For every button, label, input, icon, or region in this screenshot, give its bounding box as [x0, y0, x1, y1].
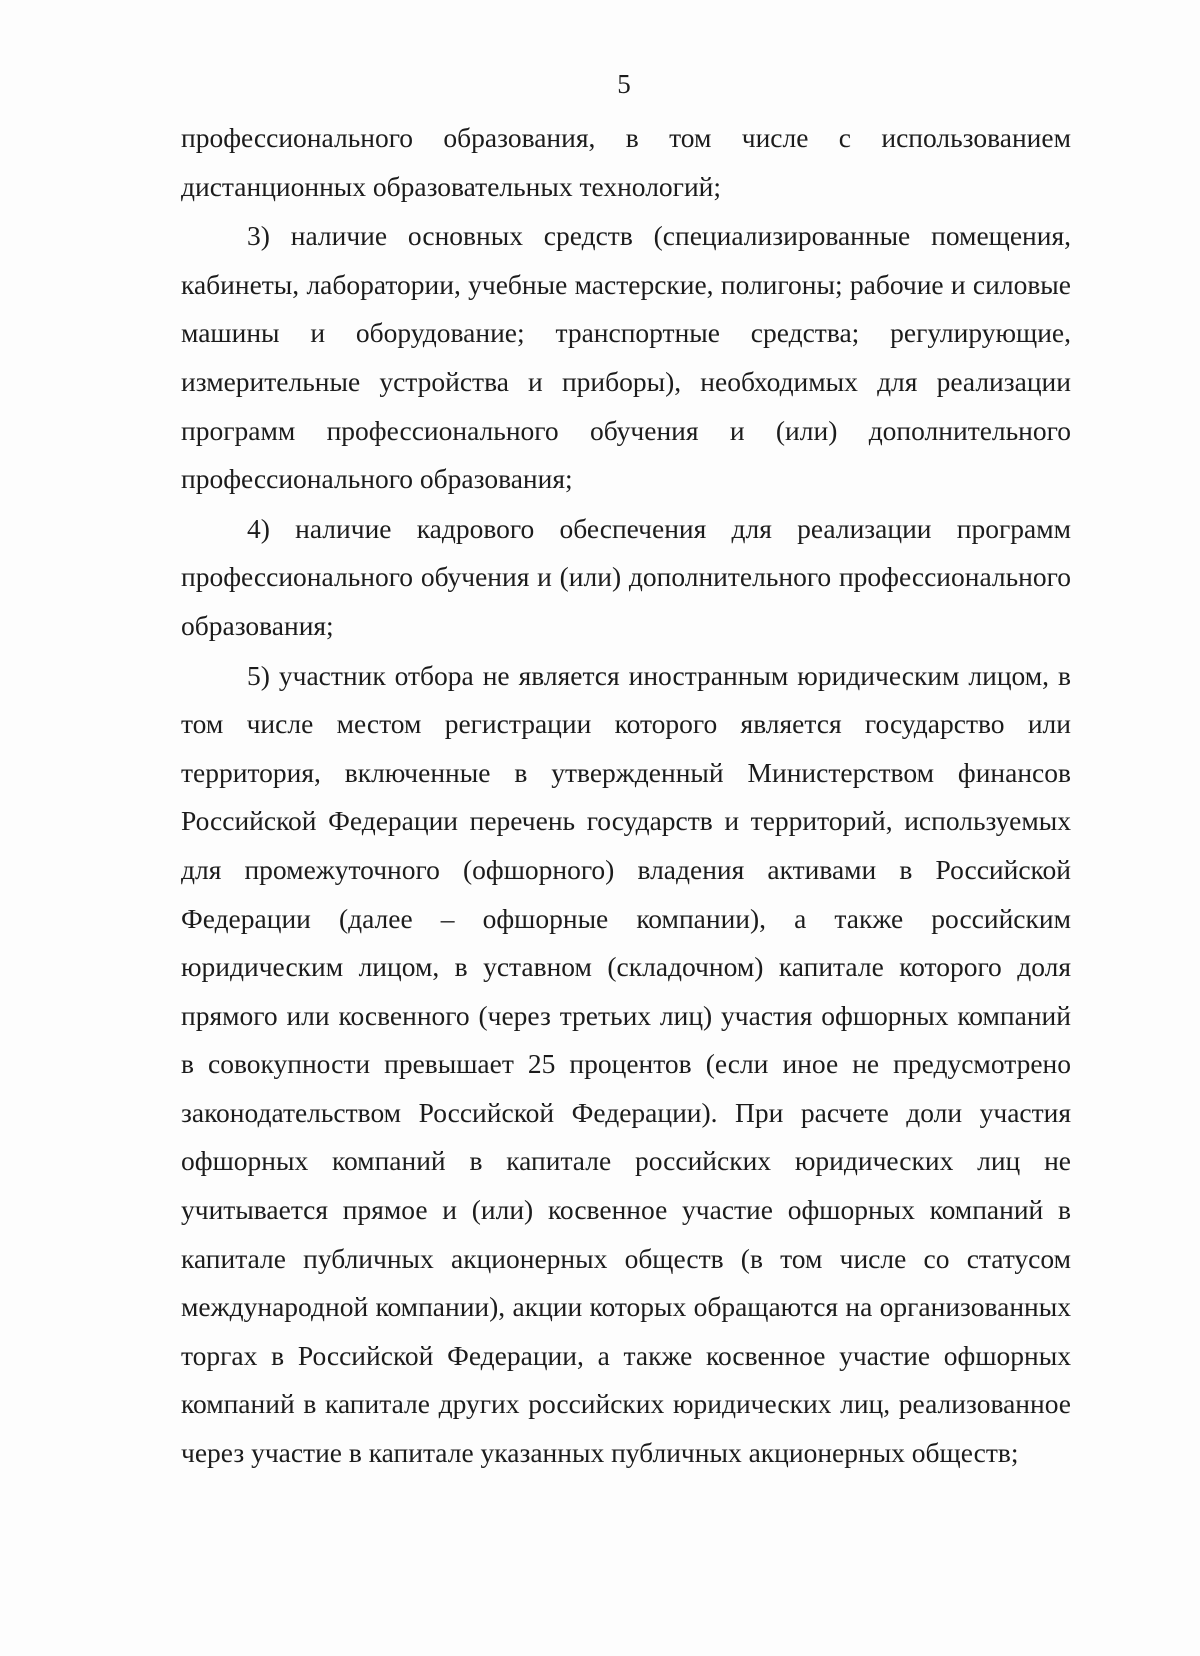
paragraph-continuation: профессионального образования, в том числе с использованием дистанционных образовательных технологий;: [181, 122, 1071, 202]
paragraph-item-4: 4) наличие кадрового обеспечения для реализации программ профессионального обучения и (или) дополнительного профессионального образования;: [181, 512, 1071, 641]
page-number: 5: [617, 69, 631, 99]
document-body: [181, 114, 1071, 1478]
paragraph-item-3: 3) наличие основных средств (специализированные помещения, кабинеты, лаборатории, учебные мастерские, полигоны; рабочие и силовые машины и оборудование; транспортные средства; регулирующие, измерительные устройства и приборы), необходимых для реализации программ профессионального обучения и (или) дополнительного профессионального образования;: [181, 220, 1071, 495]
paragraph-item-5: 5) участник отбора не является иностранным юридическим лицом, в том числе местом регистрации которого является государство или территория, включенные в утвержденный Министерством финансов Российской Федерации перечень государств и территорий, используемых для промежуточного (офшорного) владения активами в Российской Федерации (далее – офшорные компании), а также российским юридическим лицом, в уставном (складочном) капитале которого доля прямого или косвенного (через третьих лиц) участия офшорных компаний в совокупности превышает 25 процентов (если иное не предусмотрено законодательством Российской Федерации). При расчете доли участия офшорных компаний в капитале российских юридических лиц не учитывается прямое и (или) косвенное участие офшорных компаний в капитале публичных акционерных обществ (в том числе со статусом международной компании), акции которых обращаются на организованных торгах в Российской Федерации, а также косвенное участие офшорных компаний в капитале других российских юридических лиц, реализованное через участие в капитале указанных публичных акционерных обществ;: [181, 659, 1071, 1469]
